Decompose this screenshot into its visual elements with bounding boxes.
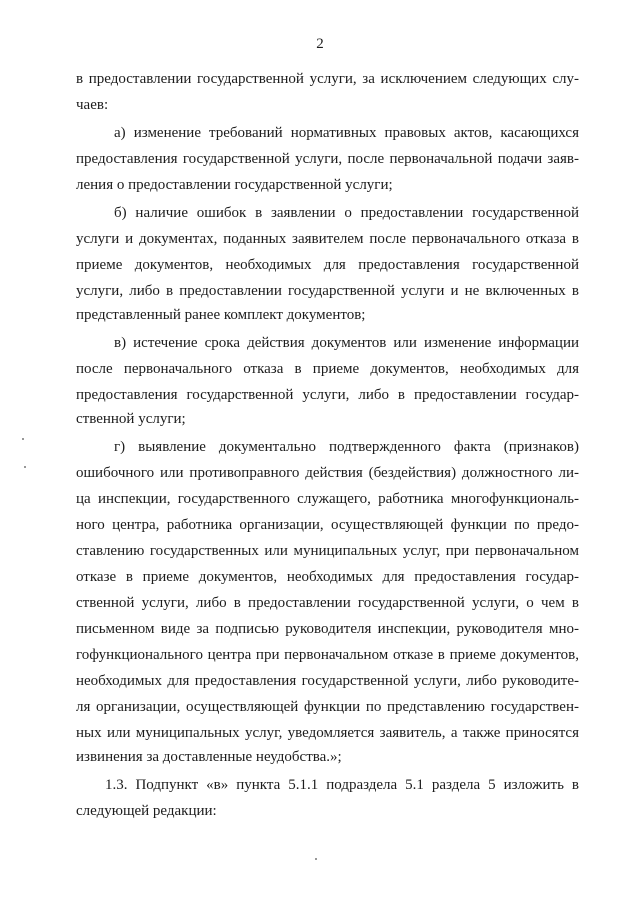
text-line: в) истечение срока действия документов или изменение информации	[114, 335, 579, 351]
text-line: б) наличие ошибок в заявлении о предоставлении государственной	[114, 205, 579, 221]
text-line: извинения за доставленные неудобства.»;	[76, 749, 342, 765]
text-line: г) выявление документально подтвержденного факта (признаков)	[114, 439, 579, 455]
text-line: предоставления государственной услуги, либо в предоставлении государ-	[76, 387, 579, 403]
text-line: ца инспекции, государственного служащего, работника многофункциональ-	[76, 491, 579, 507]
text-line: ля организации, осуществляющей функции по представлению государствен-	[76, 699, 579, 715]
scan-speck	[24, 466, 26, 468]
text-line: приеме документов, необходимых для предоставления государственной	[76, 257, 579, 273]
text-line: представленный ранее комплект документов;	[76, 307, 366, 323]
text-line: предоставления государственной услуги, после первоначальной подачи заяв-	[76, 151, 579, 167]
text-line: ставлению государственных или муниципальных услуг, при первоначальном	[76, 543, 579, 559]
text-line: гофункционального центра при первоначальном отказе в приеме документов,	[76, 647, 579, 663]
text-line: письменном виде за подписью руководителя инспекции, руководителя мно-	[76, 621, 579, 637]
text-line: 1.3. Подпункт «в» пункта 5.1.1 подраздела 5.1 раздела 5 изложить в	[105, 777, 579, 793]
text-line: услуги, либо в предоставлении государственной услуги и не включенных в	[76, 283, 579, 299]
page-number: 2	[316, 36, 324, 52]
text-line: следующей редакции:	[76, 803, 217, 819]
text-line: ного центра, работника организации, осуществляющей функции по предо-	[76, 517, 579, 533]
text-line: чаев:	[76, 97, 109, 113]
text-line: ственной услуги, либо в предоставлении государственной услуги, о чем в	[76, 595, 579, 611]
scan-speck	[22, 438, 24, 440]
text-line: ления о предоставлении государственной услуги;	[76, 177, 393, 193]
text-line: ственной услуги;	[76, 411, 186, 427]
text-line: отказе в приеме документов, необходимых для предоставления государ-	[76, 569, 579, 585]
scan-speck	[315, 858, 317, 860]
text-line: ошибочного или противоправного действия (бездействия) должностного ли-	[76, 465, 579, 481]
text-line: необходимых для предоставления государственной услуги, либо руководите-	[76, 673, 579, 689]
text-line: ных или муниципальных услуг, уведомляется заявитель, а также приносятся	[76, 725, 579, 741]
text-line: а) изменение требований нормативных правовых актов, касающихся	[114, 125, 579, 141]
text-line: в предоставлении государственной услуги, за исключением следующих слу-	[76, 71, 579, 87]
text-line: после первоначального отказа в приеме документов, необходимых для	[76, 361, 579, 377]
text-line: услуги и документах, поданных заявителем после первоначального отказа в	[76, 231, 579, 247]
